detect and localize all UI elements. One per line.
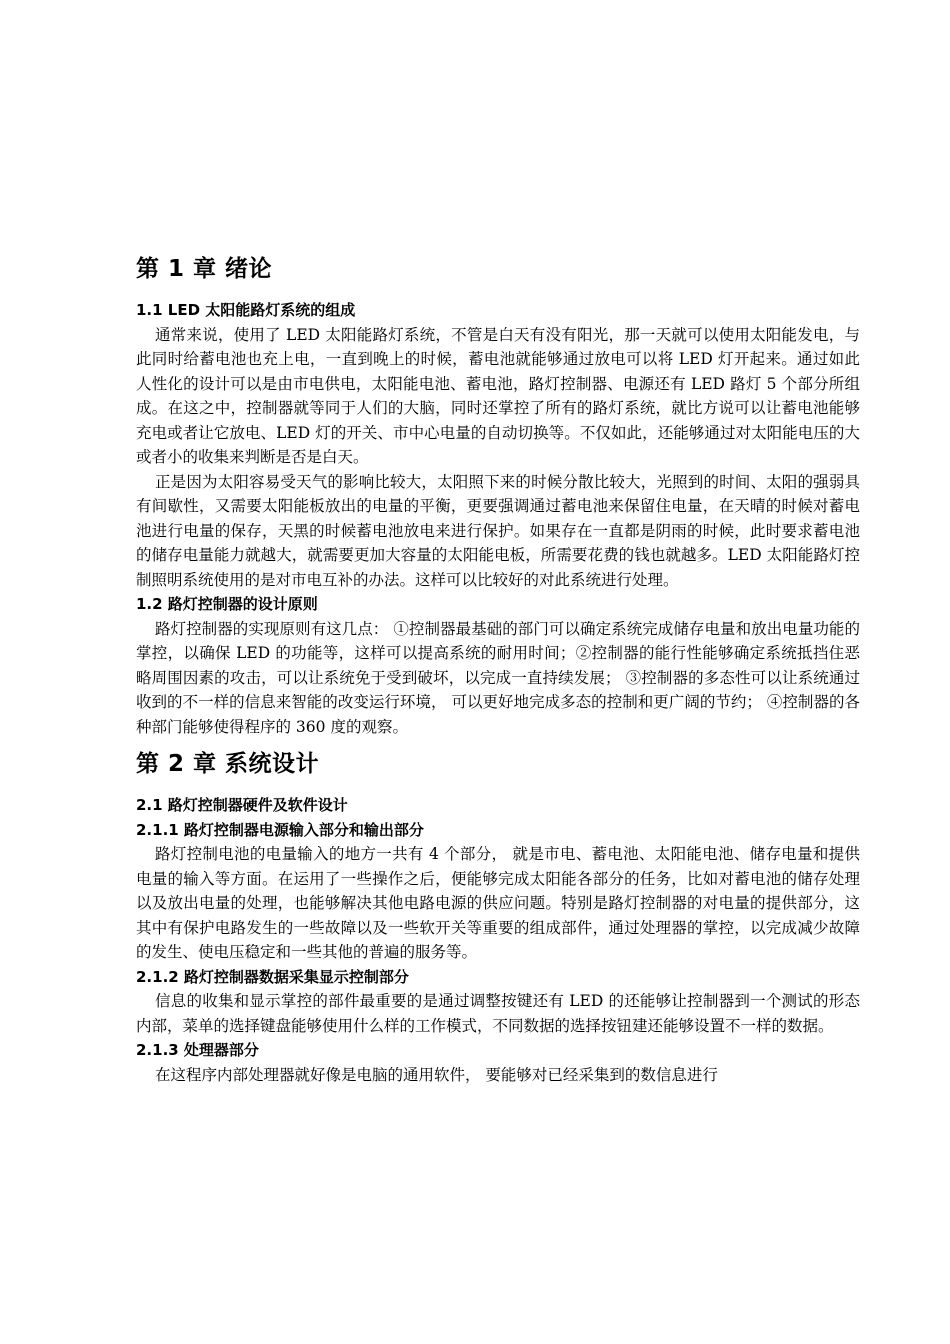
paragraph: 通常来说，使用了 LED 太阳能路灯系统，不管是白天有没有阳光，那一天就可以使用太阳能发电，与此同时给蓄电池也充上电，一直到晚上的时候，蓄电池就能够通过放电可以将 LED 灯开起来。通过如此人性化的设计可以是由市电供电，太阳能电池、蓄电池，路灯控制器、电源还有 LED 路灯 5 个部分所组成。在这之中，控制器就等同于人们的大脑，同时还掌控了所有的路灯系统，就比方说可以让蓄电池能够充电或者让它放电、LED 灯的开关、市中心电量的自动切换等。不仅如此，还能够通过对太阳能电压的大或者小的收集来判断是否是白天。: [136, 325, 860, 466]
section-2-1-2-heading: 2.1.2 路灯控制器数据采集显示控制部分: [136, 967, 409, 986]
paragraph: 路灯控制电池的电量输入的地方一共有 4 个部分， 就是市电、蓄电池、太阳能电池、储存电量和提供电量的输入等方面。在运用了一些操作之后，便能够完成太阳能各部分的任务，比如对蓄电池的储存处理以及放出电量的处理，也能够解决其他电路电源的供应问题。特别是路灯控制器的对电量的提供部分，这其中有保护电路发生的一些故障以及一些软开关等重要的组成部件，通过处理器的掌控，以完成减少故障的发生、使电压稳定和一些其他的普遍的服务等。: [136, 845, 860, 961]
chapter-2-title: 第 2 章 系统设计: [136, 751, 320, 777]
section-2-1-1-heading: 2.1.1 路灯控制器电源输入部分和输出部分: [136, 820, 424, 839]
paragraph: 正是因为太阳容易受天气的影响比较大，太阳照下来的时候分散比较大，光照到的时间、太阳的强弱具有间歇性，又需要太阳能板放出的电量的平衡，更要强调通过蓄电池来保留住电量，在天晴的时候对蓄电池进行电量的保存，天黑的时候蓄电池放电来进行保护。如果存在一直都是阴雨的时候，此时要求蓄电池的储存电量能力就越大，就需要更加大容量的太阳能电板，所需要花费的钱也就越多。LED 太阳能路灯控制照明系统使用的是对市电互补的办法。这样可以比较好的对此系统进行处理。: [136, 472, 860, 589]
chapter-1-title: 第 1 章 绪论: [136, 256, 273, 282]
section-1-1-heading: 1.1 LED 太阳能路灯系统的组成: [136, 301, 356, 319]
section-2-1-3-heading: 2.1.3 处理器部分: [136, 1041, 259, 1059]
paragraph: 路灯控制器的实现原则有这几点： ①控制器最基础的部门可以确定系统完成储存电量和放出电量功能的掌控，以确保 LED 的功能等，这样可以提高系统的耐用时间；②控制器的能行性能够确定系统抵挡住恶略周围因素的攻击，可以让系统免于受到破坏，以完成一直持续发展； ③控制器的多态性可以让系统通过收到的不一样的信息来智能的改变运行环境， 可以更好地完成多态的控制和更广阔的节约； ④控制器的各种部门能够使得程序的 360 度的观察。: [136, 619, 860, 736]
document-body: [136, 254, 860, 1087]
paragraph: 在这程序内部处理器就好像是电脑的通用软件， 要能够对已经采集到的数信息进行: [155, 1065, 718, 1084]
section-2-1-heading: 2.1 路灯控制器硬件及软件设计: [136, 796, 348, 814]
paragraph: 信息的收集和显示掌控的部件最重要的是通过调整按键还有 LED 的还能够让控制器到一个测试的形态内部，菜单的选择键盘能够使用什么样的工作模式，不同数据的选择按钮建还能够设置不一样的数据。: [136, 992, 860, 1035]
section-1-2-heading: 1.2 路灯控制器的设计原则: [136, 595, 318, 613]
